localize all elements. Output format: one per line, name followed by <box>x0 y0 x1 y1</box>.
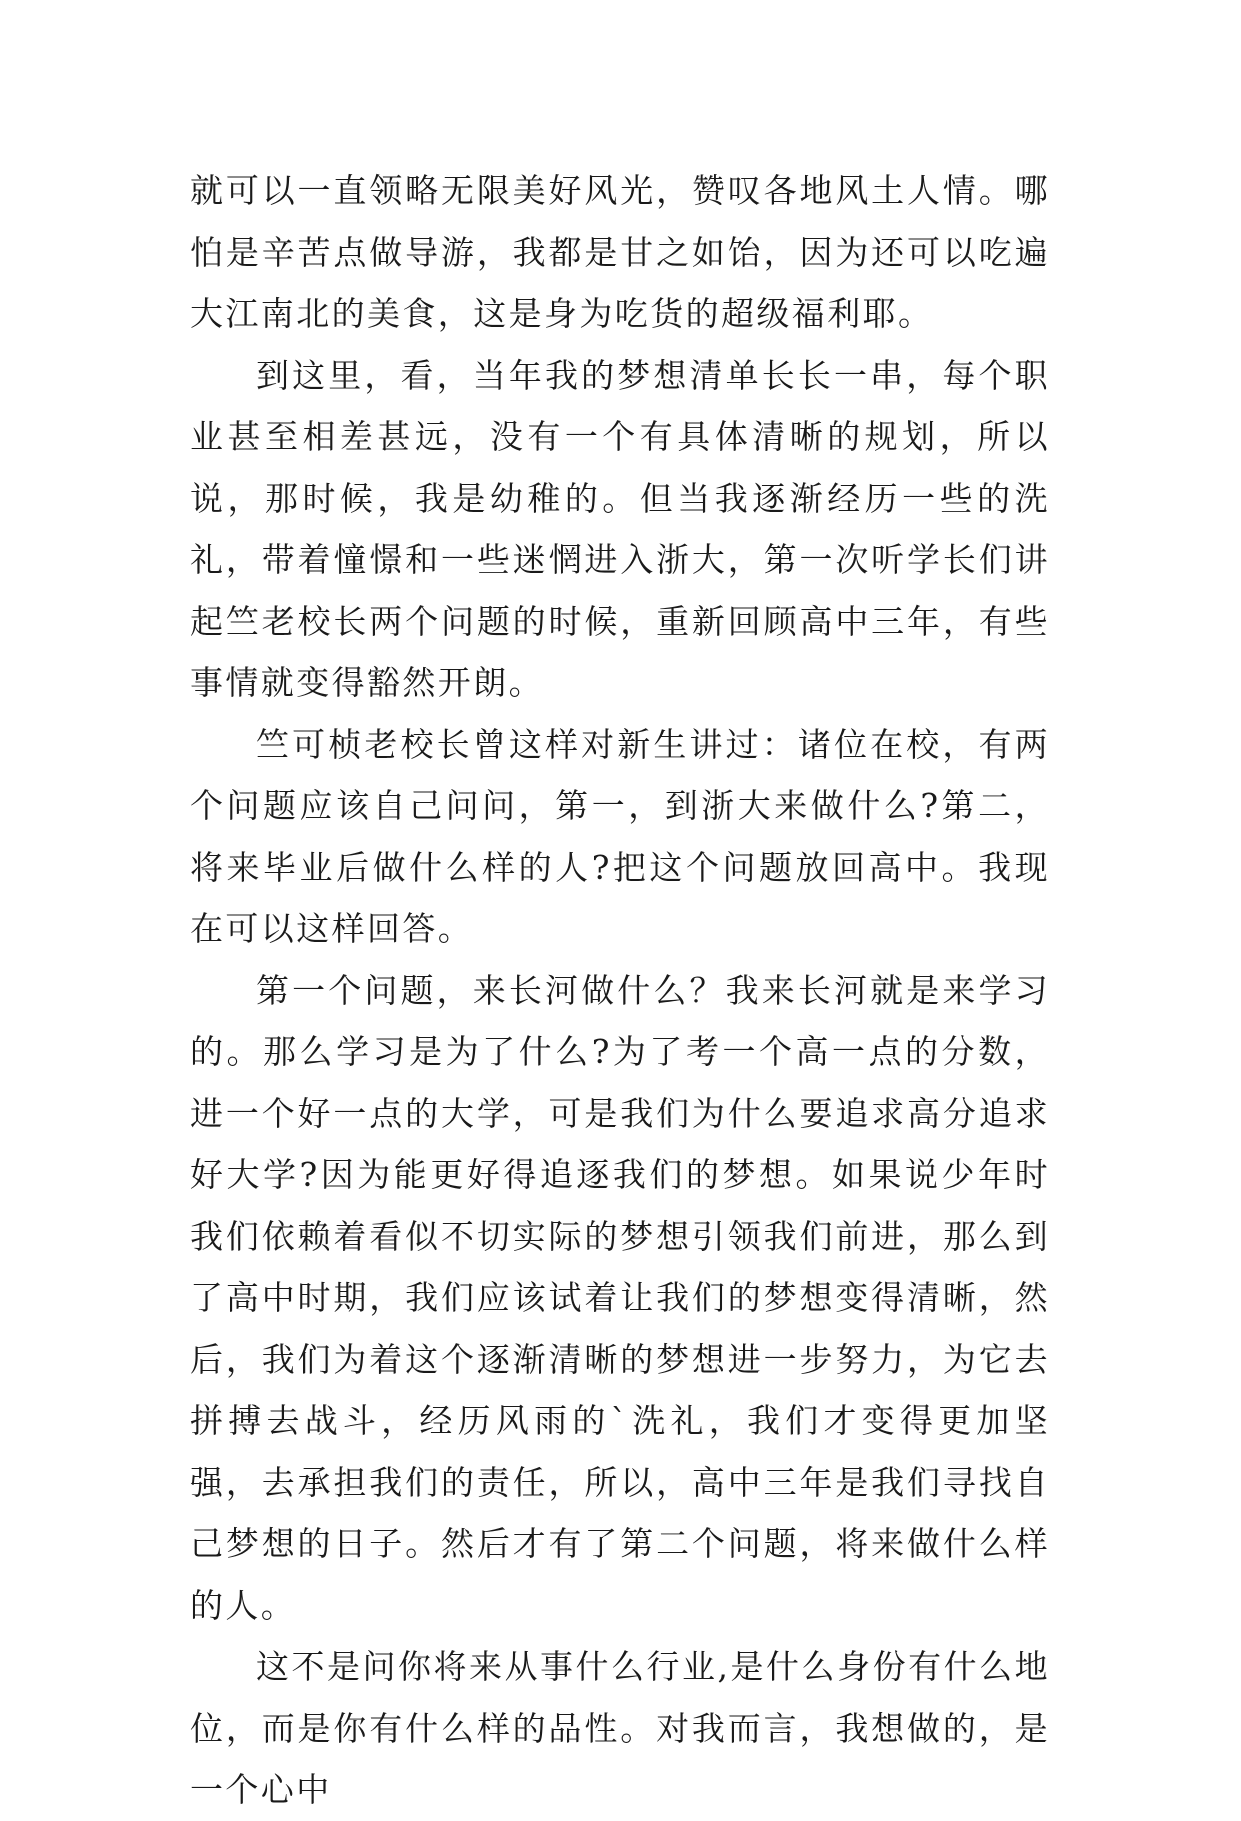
paragraph-2: 到这里，看，当年我的梦想清单长长一串，每个职业甚至相差甚远，没有一个有具体清晰的规划，所以说，那时候，我是幼稚的。但当我逐渐经历一些的洗礼，带着憧憬和一些迷惘进入浙大，第一次听学长们讲起竺老校长两个问题的时候，重新回顾高中三年，有些事情就变得豁然开朗。 <box>190 355 1050 702</box>
document-body <box>190 160 1050 1821</box>
paragraph-1: 就可以一直领略无限美好风光，赞叹各地风土人情。哪怕是辛苦点做导游，我都是甘之如饴，因为还可以吃遍大江南北的美食，这是身为吃货的超级福利耶。 <box>190 171 1050 333</box>
paragraph-5: 这不是问你将来从事什么行业,是什么身份有什么地位，而是你有什么样的品性。对我而言，我想做的，是一个心中 <box>190 1647 1050 1809</box>
paragraph-4: 第一个问题，来长河做什么？我来长河就是来学习的。那么学习是为了什么?为了考一个高一点的分数，进一个好一点的大学，可是我们为什么要追求高分追求好大学?因为能更好得追逐我们的梦想。如果说少年时我们依赖着看似不切实际的梦想引领我们前进，那么到了高中时期，我们应该试着让我们的梦想变得清晰，然后，我们为着这个逐渐清晰的梦想进一步努力，为它去拼搏去战斗，经历风雨的`洗礼，我们才变得更加坚强，去承担我们的责任，所以，高中三年是我们寻找自己梦想的日子。然后才有了第二个问题，将来做什么样的人。 <box>190 970 1050 1625</box>
paragraph-3: 竺可桢老校长曾这样对新生讲过：诸位在校，有两个问题应该自己问问，第一，到浙大来做什么?第二，将来毕业后做什么样的人?把这个问题放回高中。我现在可以这样回答。 <box>190 724 1050 948</box>
